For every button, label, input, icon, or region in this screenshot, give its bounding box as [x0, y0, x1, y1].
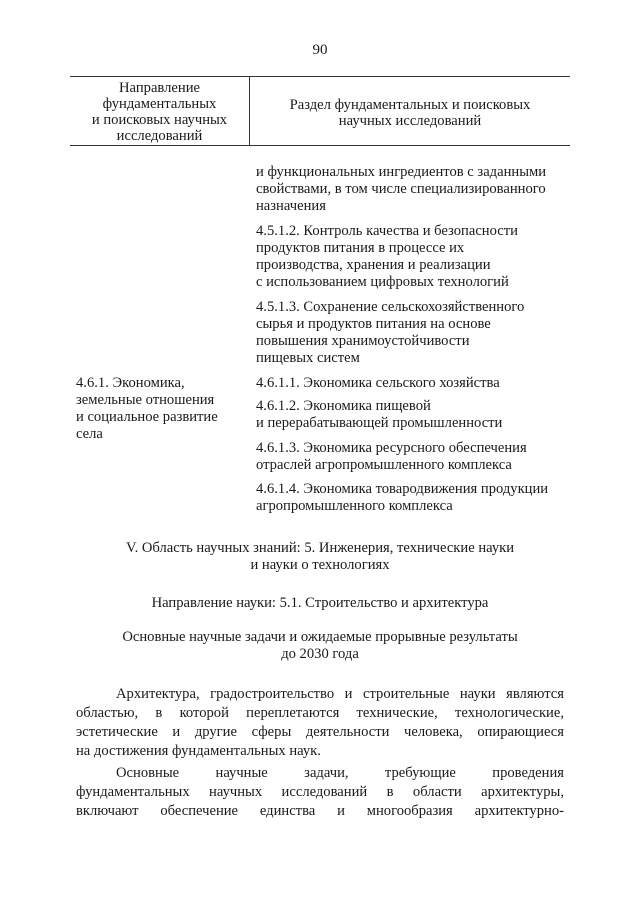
section-cell: 4.6.1.2. Экономика пищевой и перерабатывающей промышленности [256, 398, 503, 431]
paragraph: Архитектура, градостроительство и строительные науки являются областью, в которой переплетаются технические, технологические, эстетические и другие сферы деятельности человека, опирающиеся на достижения фундаментальных наук. [76, 686, 564, 759]
header-cell-direction: Направление фундаментальных и поисковых научных исследований [91, 80, 228, 144]
section-cell: 4.6.1.1. Экономика сельского хозяйства [256, 375, 500, 391]
section-cell: 4.5.1.2. Контроль качества и безопасности продуктов питания в процессе их производства, хранения и реализации с использованием цифровых технологий [256, 223, 518, 290]
paragraph: Основные научные задачи, требующие проведения фундаментальных научных исследований в области архитектуры, включают обеспечение единства и многообразия архитектурно- [76, 765, 564, 819]
section-heading: V. Область научных знаний: 5. Инженерия, технические науки и науки о технологиях [125, 540, 515, 573]
table-top-rule [70, 76, 570, 77]
section-cell: 4.5.1.3. Сохранение сельскохозяйственного сырья и продуктов питания на основе повышения хранимоустойчивости пищевых систем [256, 299, 525, 366]
page-number: 90 [312, 42, 328, 58]
section-cell: 4.6.1.4. Экономика товародвижения продукции агропромышленного комплекса [256, 481, 549, 514]
tasks-heading: Основные научные задачи и ожидаемые прорывные результаты до 2030 года [122, 629, 518, 662]
section-cell: 4.6.1.3. Экономика ресурсного обеспечения отраслей агропромышленного комплекса [256, 440, 527, 473]
header-cell-section: Раздел фундаментальных и поисковых научных исследований [289, 97, 531, 129]
table-header-rule [70, 145, 570, 146]
direction-heading: Направление науки: 5.1. Строительство и архитектура [151, 595, 489, 611]
section-cell: и функциональных ингредиентов с заданными свойствами, в том числе специализированного назначения [256, 164, 547, 214]
direction-cell: 4.6.1. Экономика, земельные отношения и социальное развитие села [76, 375, 218, 442]
